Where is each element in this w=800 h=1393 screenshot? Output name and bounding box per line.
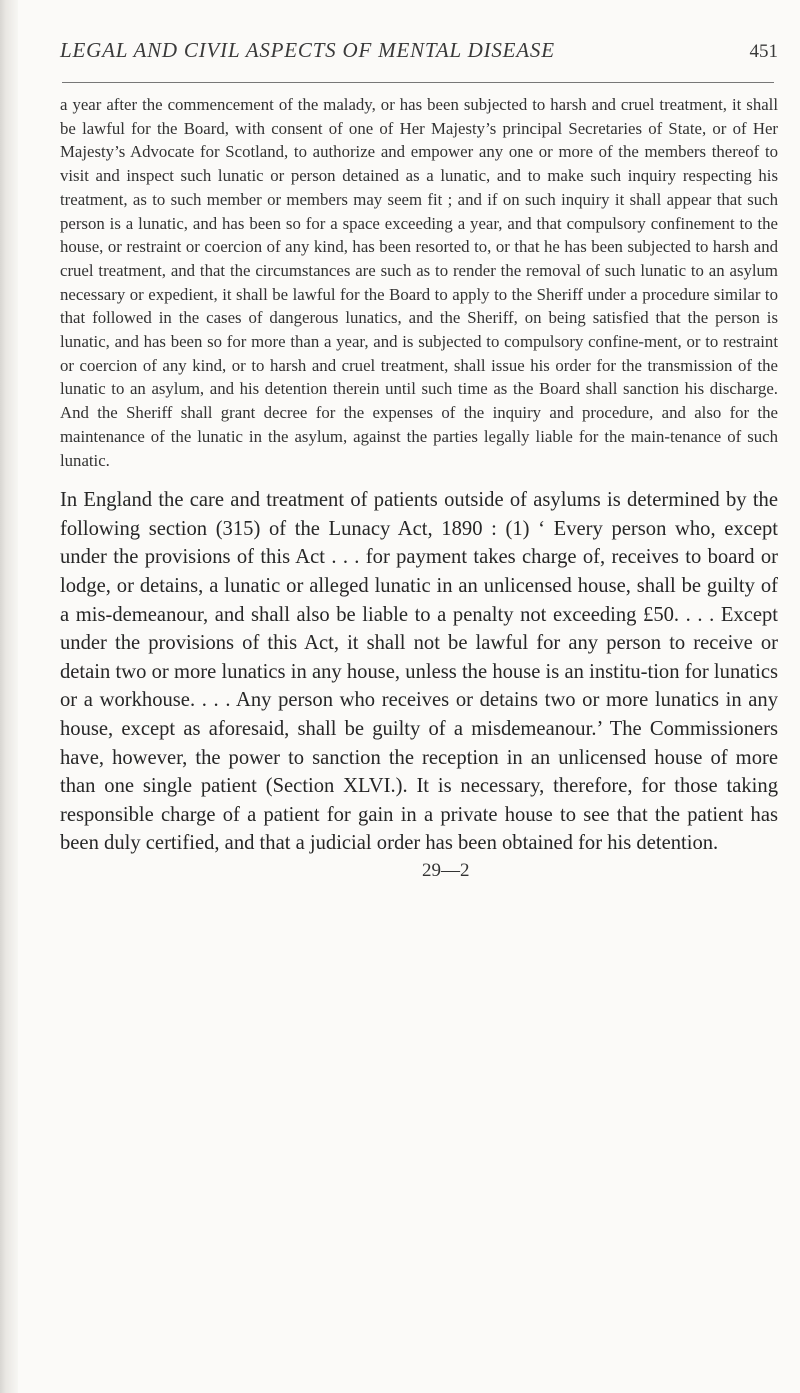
running-title: LEGAL AND CIVIL ASPECTS OF MENTAL DISEASE [60, 38, 555, 62]
running-header [60, 38, 778, 80]
header-rule [62, 82, 774, 83]
page-number: 451 [749, 41, 778, 62]
body-paragraph-large: In England the care and treatment of patients outside of asylums is determined by the following section (315) of the Lunacy Act, 1890 : (1) ‘ Every person who, except under the provisions of this Act . . . for payment takes charge of, receives to board or lodge, or detains, a lunatic or alleged lunatic in an unlicensed house, shall be guilty of a mis-demeanour, and shall also be liable to a penalty not exceeding £50. . . . Except under the provisions of this Act, it shall not be lawful for any person to receive or detain two or more lunatics in any house, unless the house is an institu-tion for lunatics or a workhouse. . . . Any person who receives or detains two or more lunatics in any house, except as aforesaid, shall be guilty of a misdemeanour.’ The Commissioners have, however, the power to sanction the reception in an unlicensed house of more than one single patient (Section XLVI.). It is necessary, therefore, for those taking responsible charge of a patient for gain in a private house to see that the patient has been duly certified, and that a judicial order has been obtained for his detention. [60, 489, 778, 855]
signature-mark: 29—2 [422, 859, 470, 881]
body-paragraph-small: a year after the commencement of the malady, or has been subjected to harsh and cruel treatment, it shall be lawful for the Board, with consent of one of Her Majesty’s principal Secretaries of State, or of Her Majesty’s Advocate for Scotland, to authorize and empower any one or more of the members thereof to visit and inspect such lunatic or person detained as a lunatic, and to make such inquiry respecting his treatment, as to such member or members may seem fit ; and if on such inquiry it shall appear that such person is a lunatic, and has been so for a space exceeding a year, and that compulsory confinement to the house, or restraint or coercion of any kind, has been resorted to, or that he has been subjected to harsh and cruel treatment, and that the circumstances are such as to render the removal of such lunatic to an asylum necessary or expedient, it shall be lawful for the Board to apply to the Sheriff under a procedure similar to that followed in the cases of dangerous lunatics, and the Sheriff, on being satisfied that the person is lunatic, and has been so for more than a year, and is subjected to compulsory confine-ment, or to restraint or coercion of any kind, or to harsh and cruel treatment, shall issue his order for the transmission of the lunatic to an asylum, and his detention therein until such time as the Board shall sanction his discharge. And the Sheriff shall grant decree for the expenses of the inquiry and procedure, and also for the maintenance of the lunatic in the asylum, against the parties legally liable for the main-tenance of such lunatic. [60, 95, 778, 470]
book-page [60, 38, 778, 882]
page-binding-shadow [0, 0, 18, 1393]
